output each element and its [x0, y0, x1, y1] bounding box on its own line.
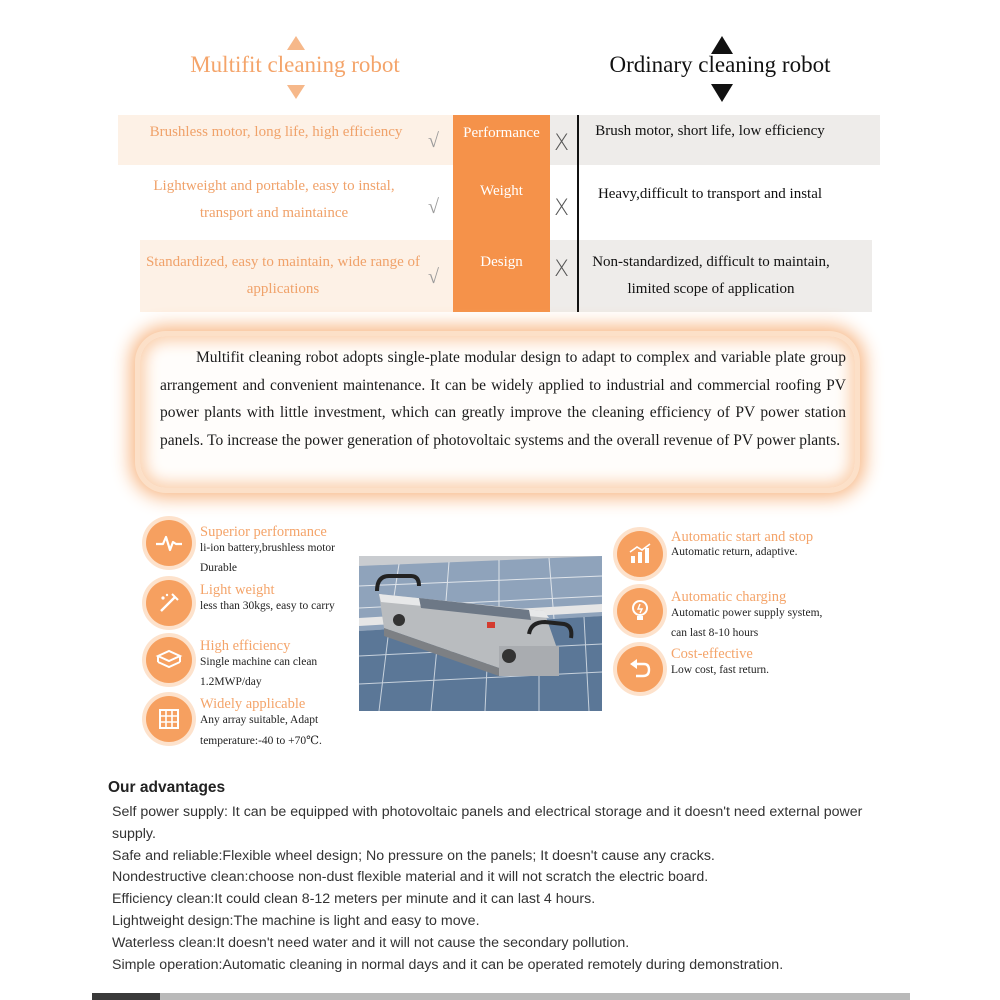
description-body: Multifit cleaning robot adopts single-plate modular design to adapt to complex and variable plate group arrangement and convenient maintenance. It can be widely applied to industrial and commercial roofing PV power plants with little investment, which can greatly improve the cleaning efficiency of PV power station panels. To increase the power generation of photovoltaic systems and the overall revenue of PV power plants.	[160, 349, 846, 449]
advantages-list	[112, 802, 872, 976]
advantage-item: Simple operation:Automatic cleaning in normal days and it can be operated remotely during demonstration.	[112, 956, 784, 973]
feature-desc: Automatic power supply system,	[671, 607, 823, 619]
multifit-design-text: Standardized, easy to maintain, wide range of applications	[145, 254, 421, 297]
advantage-item: Nondestructive clean:choose non-dust flexible material and it will not scratch the electric board.	[112, 869, 709, 886]
arrow-up-icon	[287, 36, 305, 50]
feature-title: Light weight	[200, 582, 275, 598]
feature-title: Widely applicable	[200, 696, 306, 712]
description-text	[160, 344, 846, 454]
feature-title: Superior performance	[200, 524, 327, 540]
cross-icon: X	[554, 131, 570, 156]
feature-desc: 1.2MWP/day	[200, 676, 262, 688]
ordinary-weight-text: Heavy,difficult to transport and instal	[597, 185, 823, 202]
advantage-item: Safe and reliable:Flexible wheel design; No pressure on the panels; It doesn't cause any cracks.	[112, 847, 715, 864]
advantage-item: Lightweight design:The machine is light and easy to move.	[112, 912, 480, 929]
multifit-performance-text: Brushless motor, long life, high efficiency	[149, 123, 403, 140]
feather-icon	[146, 580, 192, 626]
feature-title: Automatic charging	[671, 589, 787, 605]
robot-photo	[359, 556, 602, 711]
ordinary-design-text: Non-standardized, difficult to maintain, limited scope of application	[592, 254, 830, 297]
pulse-icon	[146, 520, 192, 566]
category-column	[453, 115, 550, 312]
panel-icon	[146, 637, 192, 683]
chart-icon	[617, 531, 663, 577]
feature-desc: Any array suitable, Adapt	[200, 714, 319, 726]
category-weight: Weight	[480, 183, 523, 199]
feature-title: High efficiency	[200, 638, 291, 654]
ordinary-performance-text: Brush motor, short life, low efficiency	[595, 122, 825, 139]
scrollbar-thumb[interactable]	[160, 993, 910, 1000]
advantages-heading: Our advantages	[108, 779, 226, 796]
return-icon	[617, 646, 663, 692]
advantage-item: Efficiency clean:It could clean 8-12 meters per minute and it can last 4 hours.	[112, 891, 596, 908]
feature-desc: li-ion battery,brushless motor	[200, 542, 335, 554]
feature-desc: can last 8-10 hours	[671, 627, 759, 639]
check-icon: √	[428, 196, 439, 218]
multifit-title: Multifit cleaning robot	[190, 52, 400, 77]
bulb-icon	[617, 588, 663, 634]
arrow-down-icon	[287, 85, 305, 99]
feature-desc: less than 30kgs, easy to carry	[200, 600, 335, 612]
advantage-item: Self power supply: It can be equipped with photovoltaic panels and electrical storage and it doesn't need external power supply.	[112, 804, 863, 842]
feature-desc: temperature:-40 to +70℃.	[200, 735, 322, 747]
arrow-down-icon	[711, 84, 733, 102]
feature-title: Cost-effective	[671, 646, 753, 662]
grid-icon	[146, 696, 192, 742]
check-icon: √	[428, 266, 439, 288]
cross-icon: X	[554, 196, 570, 221]
category-performance: Performance	[463, 125, 540, 141]
feature-desc: Low cost, fast return.	[671, 664, 770, 676]
advantage-item: Waterless clean:It doesn't need water and it will not cause the secondary pollution.	[112, 934, 630, 951]
feature-title: Automatic start and stop	[671, 529, 814, 545]
cross-icon: X	[554, 257, 570, 282]
feature-desc: Automatic return, adaptive.	[671, 546, 798, 558]
ordinary-title: Ordinary cleaning robot	[609, 52, 831, 77]
category-design: Design	[480, 254, 523, 270]
check-icon: √	[428, 130, 439, 152]
feature-desc: Durable	[200, 562, 238, 574]
feature-desc: Single machine can clean	[200, 656, 318, 668]
multifit-weight-text: Lightweight and portable, easy to instal, transport and maintaince	[153, 178, 395, 221]
